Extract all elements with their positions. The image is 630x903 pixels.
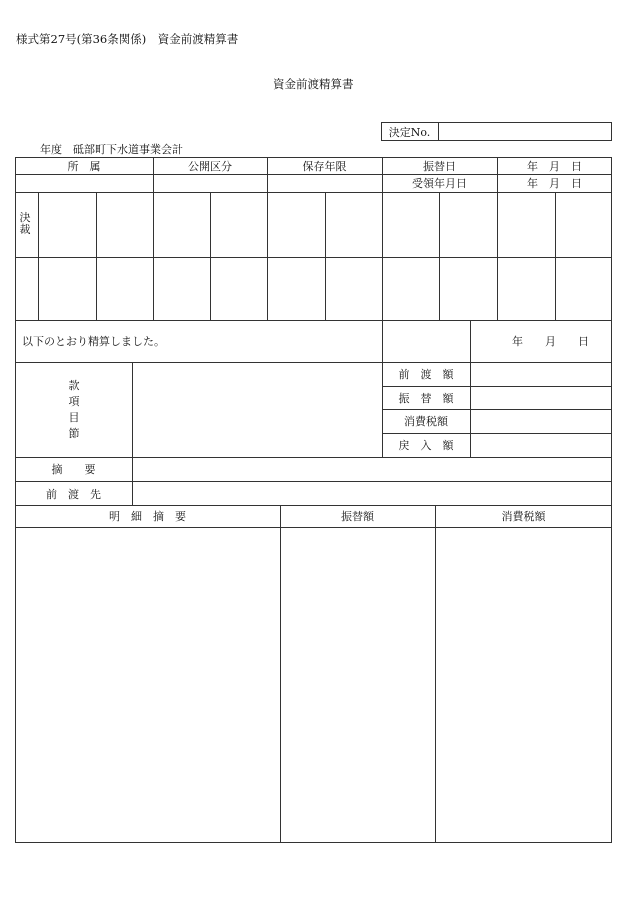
shohizei-gaku-label: 消費税額 — [404, 415, 448, 428]
decision-no-label: 決定No. — [388, 125, 431, 139]
col-furikae-bi: 振替日 — [423, 159, 456, 173]
col-juryo-date: 受領年月日 — [412, 177, 467, 190]
furikae-date-field[interactable]: 年 月 日 — [527, 159, 582, 173]
col-koukai-kubun: 公開区分 — [188, 159, 232, 173]
col-furikae-gaku: 振替額 — [341, 510, 374, 523]
col-hozon-nengen: 保存年限 — [302, 159, 347, 173]
maewatashi-gaku-label: 前 渡 額 — [398, 368, 454, 381]
page-title: 資金前渡精算書 — [273, 77, 354, 91]
account-label: 款 項 目 節 — [68, 379, 80, 440]
tekiyo-label: 摘 要 — [51, 463, 96, 476]
col-meisai-tekiyo: 明 細 摘 要 — [109, 510, 186, 523]
furikae-gaku-label: 振 替 額 — [398, 391, 454, 405]
modoshiire-gaku-label: 戻 入 額 — [398, 439, 454, 452]
col-shozoku: 所 属 — [67, 159, 101, 173]
fiscal-year-label: 年度 砥部町下水道事業会計 — [40, 143, 183, 156]
settlement-statement: 以下のとおり精算しました。 — [22, 335, 165, 348]
juryo-date-field[interactable]: 年 月 日 — [527, 177, 582, 190]
account-field[interactable] — [132, 362, 382, 457]
settlement-date-field[interactable]: 年 月 日 — [512, 335, 589, 348]
maewatashi-saki-label: 前 渡 先 — [46, 487, 101, 501]
detail-table — [15, 505, 612, 843]
form-number: 様式第27号(第36条関係) 資金前渡精算書 — [16, 32, 239, 46]
kessai-label: 決裁 — [19, 211, 31, 237]
decision-no-field[interactable] — [438, 122, 612, 141]
col-shohizei-gaku: 消費税額 — [501, 510, 546, 523]
